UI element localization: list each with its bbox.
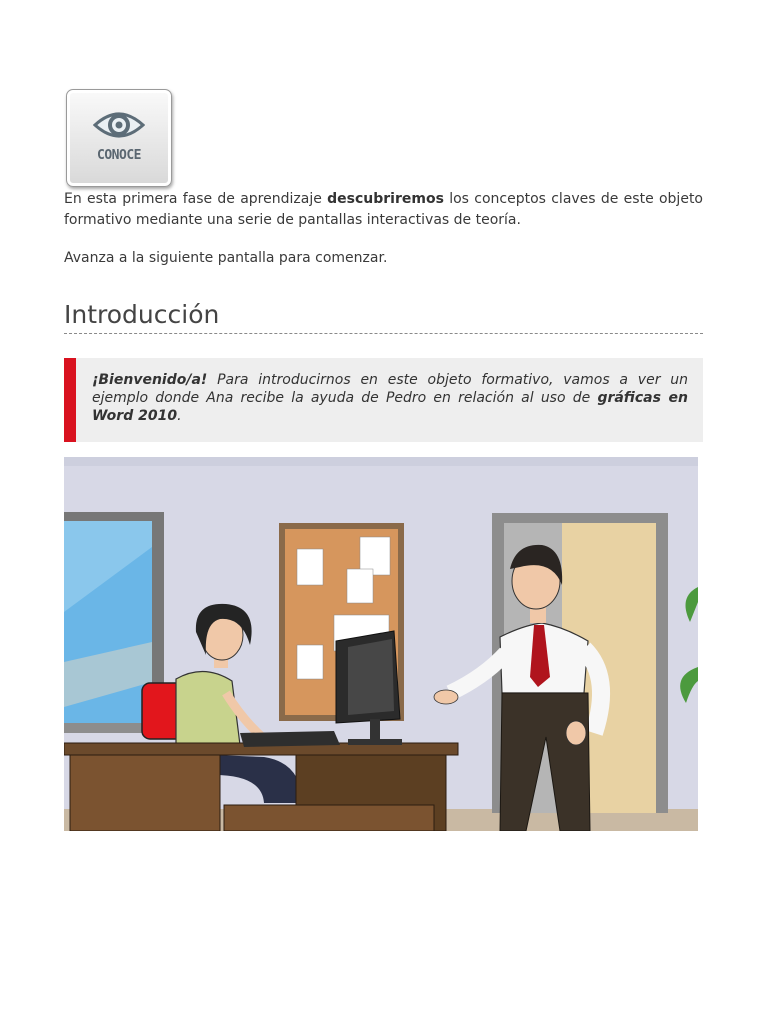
welcome-callout [64,358,703,442]
callout-text: ¡Bienvenido/a! Para introducirnos en este objeto formativo, vamos a ver un ejemplo donde Ana recibe la ayuda de Pedro en relación al uso de gráficas en Word 2010. [92,372,688,424]
badge-label: CONOCE [97,148,141,163]
callout-lead: ¡Bienvenido/a! [92,372,208,388]
intro-bold: descubriremos [327,191,444,207]
eye-icon [93,107,145,143]
advance-text: Avanza a la siguiente pantalla para comenzar. [64,250,388,266]
office-illustration [64,457,698,831]
section-title: Introducción [64,298,703,334]
intro-paragraph: En esta primera fase de aprendizaje descubriremos los conceptos claves de este objeto formativo mediante una serie de pantallas interactivas de teoría. [64,191,703,228]
conoce-badge [66,89,172,187]
callout-bold: gráficas en Word 2010 [92,390,688,424]
